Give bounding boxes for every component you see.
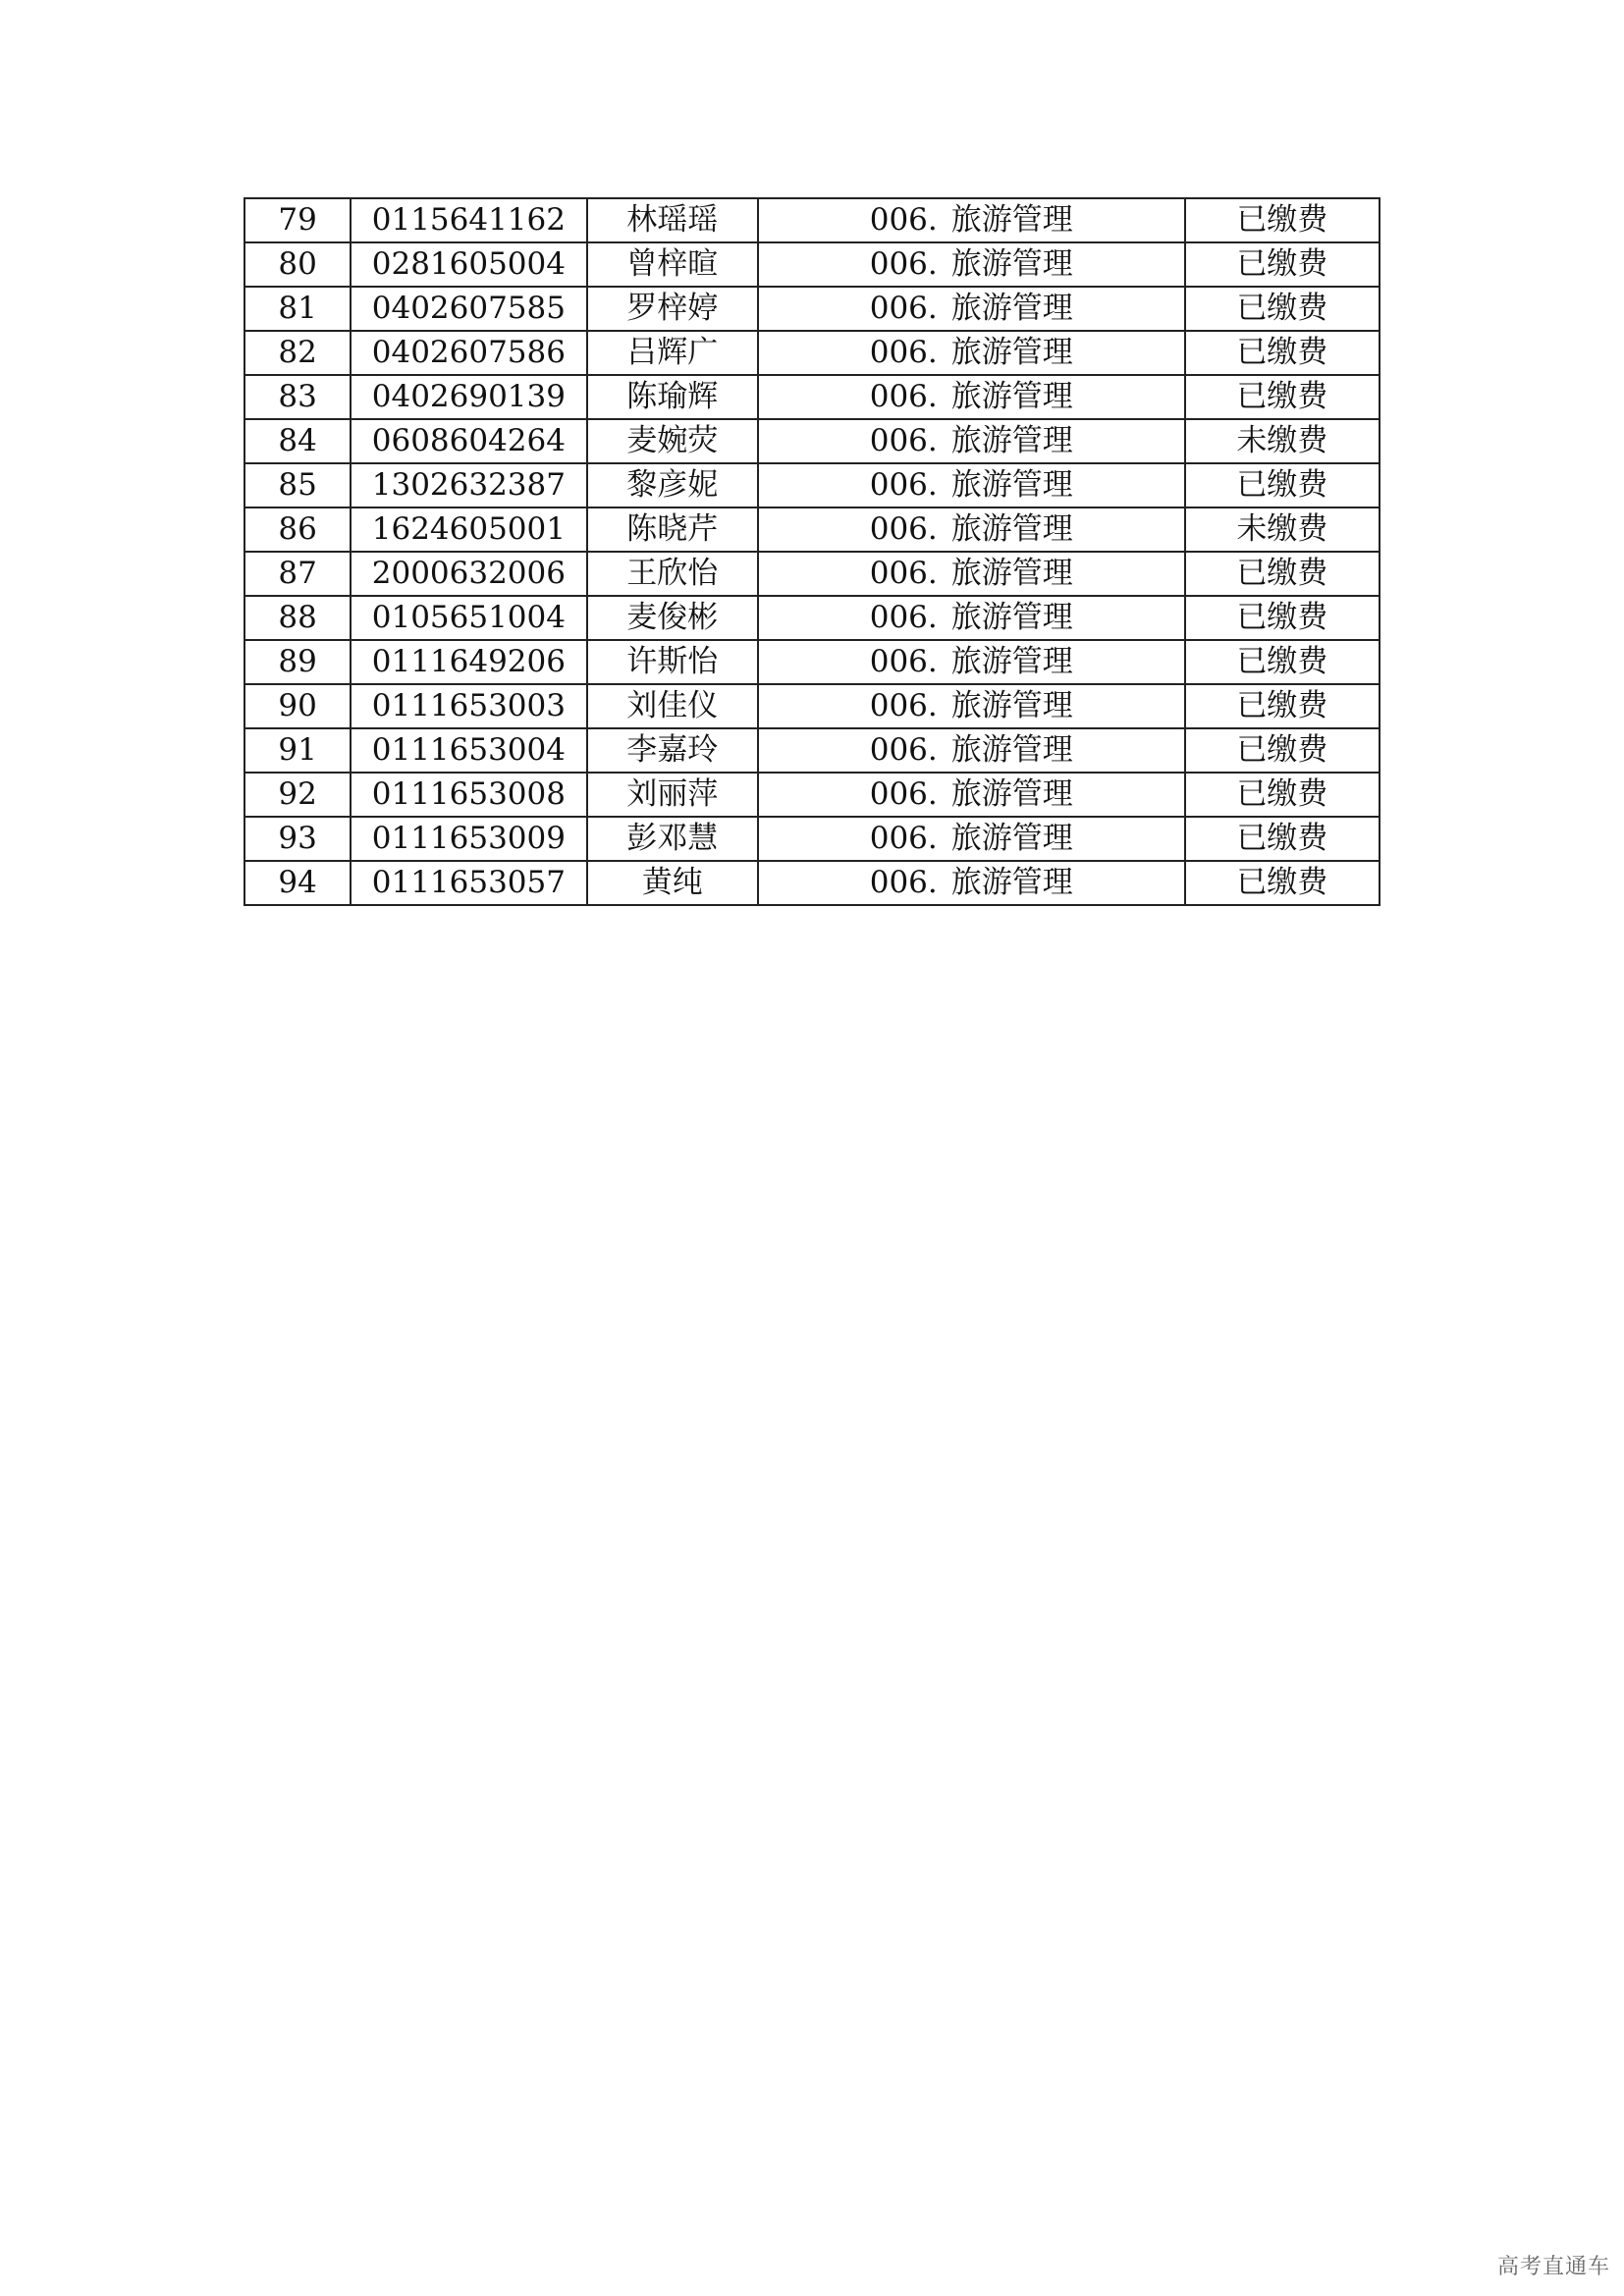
index-cell: 81 <box>244 287 351 331</box>
student-name-cell: 黄纯 <box>587 861 758 905</box>
major-name: 旅游管理 <box>950 865 1073 900</box>
major-name: 旅游管理 <box>950 246 1073 282</box>
major-cell <box>758 242 1185 287</box>
major-code: 006. <box>869 467 938 503</box>
major-code: 006. <box>869 644 938 679</box>
table-row <box>244 817 1380 861</box>
student-id-cell: 0111653008 <box>351 773 586 817</box>
major-name: 旅游管理 <box>950 335 1073 370</box>
student-name-cell: 吕辉广 <box>587 331 758 375</box>
table-row <box>244 242 1380 287</box>
major-name: 旅游管理 <box>950 644 1073 679</box>
major-name: 旅游管理 <box>950 202 1073 238</box>
payment-status-cell: 已缴费 <box>1185 861 1380 905</box>
payment-status-cell: 已缴费 <box>1185 375 1380 419</box>
index-cell: 89 <box>244 640 351 684</box>
student-name-cell: 李嘉玲 <box>587 728 758 773</box>
major-code: 006. <box>869 776 938 812</box>
table-row <box>244 463 1380 507</box>
student-name-cell: 许斯怡 <box>587 640 758 684</box>
student-id-cell: 0281605004 <box>351 242 586 287</box>
index-cell: 86 <box>244 507 351 552</box>
student-name-cell: 林瑶瑶 <box>587 198 758 242</box>
payment-status-cell: 已缴费 <box>1185 684 1380 728</box>
table-row <box>244 552 1380 596</box>
major-code: 006. <box>869 335 938 370</box>
student-name-cell: 陈晓芹 <box>587 507 758 552</box>
major-code: 006. <box>869 556 938 591</box>
major-code: 006. <box>869 202 938 238</box>
table-row <box>244 728 1380 773</box>
major-name: 旅游管理 <box>950 467 1073 503</box>
student-id-cell: 0608604264 <box>351 419 586 463</box>
index-cell: 83 <box>244 375 351 419</box>
payment-status-cell: 已缴费 <box>1185 640 1380 684</box>
index-cell: 84 <box>244 419 351 463</box>
table-row <box>244 287 1380 331</box>
table-row <box>244 331 1380 375</box>
major-name: 旅游管理 <box>950 776 1073 812</box>
major-code: 006. <box>869 379 938 414</box>
major-cell <box>758 596 1185 640</box>
payment-status-cell: 已缴费 <box>1185 198 1380 242</box>
major-cell <box>758 684 1185 728</box>
student-id-cell: 0111653057 <box>351 861 586 905</box>
student-name-cell: 陈瑜辉 <box>587 375 758 419</box>
student-id-cell: 0402607586 <box>351 331 586 375</box>
table-row <box>244 419 1380 463</box>
table-body <box>244 198 1380 905</box>
major-name: 旅游管理 <box>950 511 1073 547</box>
student-id-cell: 0111653004 <box>351 728 586 773</box>
payment-status-cell: 已缴费 <box>1185 552 1380 596</box>
student-id-cell: 0111649206 <box>351 640 586 684</box>
watermark: 高考直通车 <box>1496 2255 1610 2279</box>
student-id-cell: 2000632006 <box>351 552 586 596</box>
major-cell <box>758 817 1185 861</box>
major-cell <box>758 552 1185 596</box>
major-code: 006. <box>869 865 938 900</box>
major-name: 旅游管理 <box>950 379 1073 414</box>
major-code: 006. <box>869 821 938 856</box>
student-id-cell: 0402607585 <box>351 287 586 331</box>
student-id-cell: 0115641162 <box>351 198 586 242</box>
student-name-cell: 曾梓暄 <box>587 242 758 287</box>
major-cell <box>758 463 1185 507</box>
index-cell: 90 <box>244 684 351 728</box>
index-cell: 88 <box>244 596 351 640</box>
student-name-cell: 刘佳仪 <box>587 684 758 728</box>
index-cell: 93 <box>244 817 351 861</box>
index-cell: 82 <box>244 331 351 375</box>
table-row <box>244 507 1380 552</box>
student-id-cell: 0402690139 <box>351 375 586 419</box>
major-cell <box>758 375 1185 419</box>
payment-status-cell: 已缴费 <box>1185 728 1380 773</box>
student-id-cell: 1624605001 <box>351 507 586 552</box>
major-cell <box>758 287 1185 331</box>
major-code: 006. <box>869 511 938 547</box>
student-name-cell: 黎彦妮 <box>587 463 758 507</box>
major-name: 旅游管理 <box>950 821 1073 856</box>
major-name: 旅游管理 <box>950 556 1073 591</box>
table-row <box>244 198 1380 242</box>
major-code: 006. <box>869 600 938 635</box>
major-name: 旅游管理 <box>950 423 1073 458</box>
student-id-cell: 0111653009 <box>351 817 586 861</box>
index-cell: 87 <box>244 552 351 596</box>
payment-status-cell: 已缴费 <box>1185 817 1380 861</box>
major-code: 006. <box>869 291 938 326</box>
major-cell <box>758 861 1185 905</box>
major-cell <box>758 773 1185 817</box>
student-payment-table <box>244 197 1380 906</box>
table-row <box>244 773 1380 817</box>
index-cell: 92 <box>244 773 351 817</box>
major-name: 旅游管理 <box>950 732 1073 768</box>
student-name-cell: 麦婉荧 <box>587 419 758 463</box>
major-cell <box>758 640 1185 684</box>
payment-status-cell: 已缴费 <box>1185 331 1380 375</box>
major-code: 006. <box>869 732 938 768</box>
payment-status-cell: 未缴费 <box>1185 419 1380 463</box>
payment-status-cell: 已缴费 <box>1185 242 1380 287</box>
student-id-cell: 0111653003 <box>351 684 586 728</box>
table-row <box>244 861 1380 905</box>
major-name: 旅游管理 <box>950 291 1073 326</box>
student-name-cell: 麦俊彬 <box>587 596 758 640</box>
index-cell: 85 <box>244 463 351 507</box>
major-cell <box>758 419 1185 463</box>
major-code: 006. <box>869 423 938 458</box>
major-name: 旅游管理 <box>950 688 1073 723</box>
major-cell <box>758 198 1185 242</box>
payment-status-cell: 已缴费 <box>1185 287 1380 331</box>
student-name-cell: 罗梓婷 <box>587 287 758 331</box>
payment-status-cell: 已缴费 <box>1185 596 1380 640</box>
major-code: 006. <box>869 688 938 723</box>
student-name-cell: 刘丽萍 <box>587 773 758 817</box>
student-id-cell: 0105651004 <box>351 596 586 640</box>
payment-status-cell: 已缴费 <box>1185 463 1380 507</box>
table-row <box>244 640 1380 684</box>
table-row <box>244 375 1380 419</box>
major-code: 006. <box>869 246 938 282</box>
table-row <box>244 596 1380 640</box>
student-id-cell: 1302632387 <box>351 463 586 507</box>
index-cell: 79 <box>244 198 351 242</box>
index-cell: 91 <box>244 728 351 773</box>
payment-status-cell: 已缴费 <box>1185 773 1380 817</box>
major-name: 旅游管理 <box>950 600 1073 635</box>
major-cell <box>758 331 1185 375</box>
payment-status-cell: 未缴费 <box>1185 507 1380 552</box>
major-cell <box>758 728 1185 773</box>
student-name-cell: 王欣怡 <box>587 552 758 596</box>
table-row <box>244 684 1380 728</box>
student-name-cell: 彭邓慧 <box>587 817 758 861</box>
index-cell: 94 <box>244 861 351 905</box>
index-cell: 80 <box>244 242 351 287</box>
major-cell <box>758 507 1185 552</box>
